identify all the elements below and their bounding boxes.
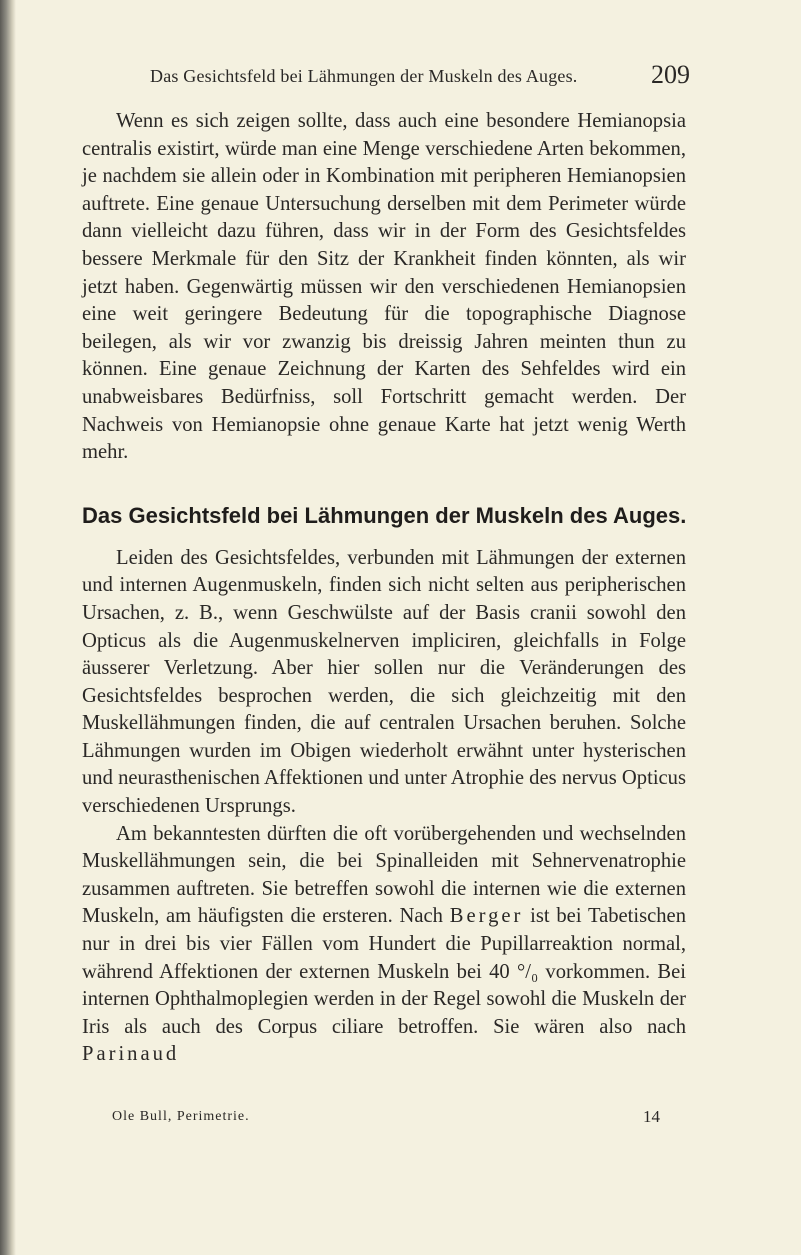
page-footer (112, 1103, 660, 1133)
sheet-signature: Ole Bull, Perimetrie. (112, 1109, 250, 1124)
paragraph-hemianopsia: Wenn es sich zeigen sollte, dass auch eine besondere Hemianopsia centralis existirt, würde man eine Menge verschiedene Arten bekommen, je nachdem sie allein oder in Kombination mit peripheren Hemianopsien auftrete. Eine genaue Untersuchung derselben mit dem Perimeter würde dann vielleicht dazu führen, dass wir in der Form des Gesichtsfeldes bessere Merkmale für den Sitz der Krankheit finden könnten, als wir jetzt haben. Gegenwärtig müssen wir den verschiedenen Hemianopsien eine weit geringere Bedeutung für die topographische Diagnose beilegen, als wir vor zwanzig bis dreissig Jahren meinten thun zu können. Eine genaue Zeichnung der Karten des Sehfeldes wird ein unabweisbares Bedürfniss, soll Fortschritt gemacht werden. Der Nachweis von Hemianopsie ohne genaue Karte hat jetzt wenig Werth mehr. (82, 110, 686, 464)
running-title: Das Gesichtsfeld bei Lähmungen der Muskeln des Auges. (150, 66, 578, 86)
author-berger: Berger (449, 905, 524, 928)
paragraph-muskellaehmungen (82, 821, 686, 1069)
author-parinaud: Parinaud (82, 1043, 180, 1066)
page-header (150, 60, 690, 96)
page-body (82, 108, 686, 1069)
paragraph-gesichtsfeld-leiden: Leiden des Gesichtsfeldes, verbunden mit Lähmungen der externen und internen Augenmuskeln, finden sich nicht selten aus peripherischen Ursachen, z. B., wenn Geschwülste auf der Basis cranii sowohl den Opticus als die Augenmuskelnerven impliciren, gleichfalls in Folge äusserer Verletzung. Aber hier sollen nur die Veränderungen des Gesichtsfeldes besprochen werden, die sich gleichzeitig mit den Muskellähmungen finden, die auf centralen Ursachen beruhen. Solche Lähmungen wurden im Obigen wiederholt erwähnt unter hysterischen und neurasthenischen Affektionen und unter Atrophie des nervus Opticus verschiedenen Ursprungs. (82, 546, 686, 818)
paragraph-text-start: Am bekanntesten dürften die oft vorübergehenden und wechselnden Muskellähmungen sein, die bei Spinalleiden mit Sehnervenatrophie zusammen auftreten. Sie betreffen sowohl die internen wie die externen Muskeln, am häufigsten die ersteren. Nach (82, 822, 686, 928)
paragraph-text-middle: ist bei Tabetischen nur in drei bis vier Fällen vom Hundert die Pupillarreaktion normal, während Affektionen der externen Muskeln bei 40 °/₀ vorkommen. Bei internen Ophthalmoplegien werden in der Regel sowohl die Muskeln der Iris als auch des Corpus ciliare betroffen. Sie wären also nach (82, 905, 686, 1038)
page-number: 209 (651, 60, 690, 89)
book-spine-shadow (0, 0, 16, 1255)
section-heading: Das Gesichtsfeld bei Lähmungen der Muskeln des Auges. (82, 502, 687, 528)
sheet-number: 14 (643, 1107, 660, 1126)
